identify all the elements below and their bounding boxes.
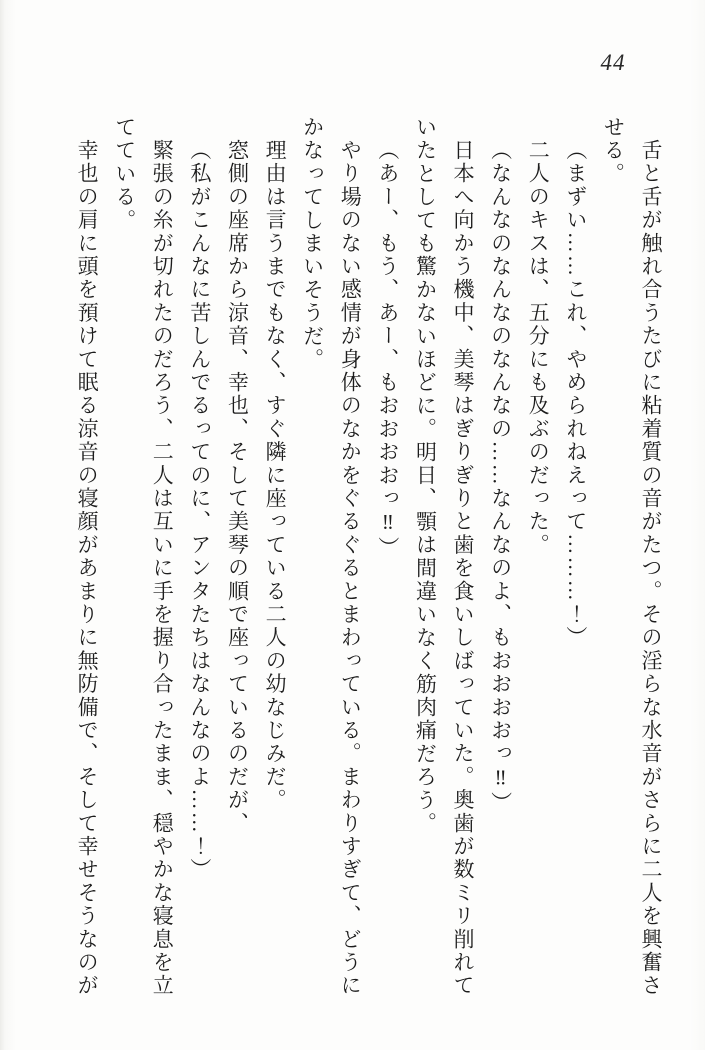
text-line: （まずい……これ、やめられねえって………！） bbox=[563, 139, 588, 650]
text-line: （あー、もう、あー、もおおおおっ‼） bbox=[375, 139, 400, 560]
text-line: （なんなのなんなのなんなの……なんなのよ、もおおおおっ‼） bbox=[488, 139, 513, 815]
text-line: 日本へ向かう機中、美琴はぎりぎりと歯を食いしばっていた。奥歯が数ミリ削れて bbox=[451, 139, 476, 998]
page-number: 44 bbox=[600, 50, 626, 75]
text-line: 緊張の糸が切れたのだろう、二人は互いに手を握り合ったまま、穏やかな寝息を立 bbox=[150, 139, 175, 998]
text-line: 理由は言うまでもなく、すぐ隣に座っている二人の幼なじみだ。 bbox=[263, 139, 288, 812]
text-line: かなってしまいそうだ。 bbox=[300, 116, 325, 372]
text-line: 窓側の座席から涼音、幸也、そして美琴の順で座っているのだが、 bbox=[225, 139, 250, 835]
text-line: 幸也の肩に頭を預けて眠る涼音の寝顔があまりに無防備で、そして幸せそうなのが bbox=[75, 139, 100, 998]
text-line: （私がこんなに苦しんでるってのに、アンタたちはなんなのよ……！） bbox=[187, 139, 212, 882]
text-line: やり場のない感情が身体のなかをぐるぐるとまわっている。まわりすぎて、どうに bbox=[338, 139, 363, 998]
text-block bbox=[68, 116, 670, 1018]
text-line: 二人のキスは、五分にも及ぶのだった。 bbox=[526, 139, 551, 557]
text-line: てている。 bbox=[112, 116, 137, 232]
text-line: せる。 bbox=[601, 116, 626, 186]
text-line: 舌と舌が触れ合うたびに粘着質の音がたつ。その淫らな水音がさらに二人を興奮さ bbox=[639, 139, 663, 998]
text-line: いたとしても驚かないほどに。明日、顎は間違いなく筋肉痛だろう。 bbox=[413, 116, 438, 836]
